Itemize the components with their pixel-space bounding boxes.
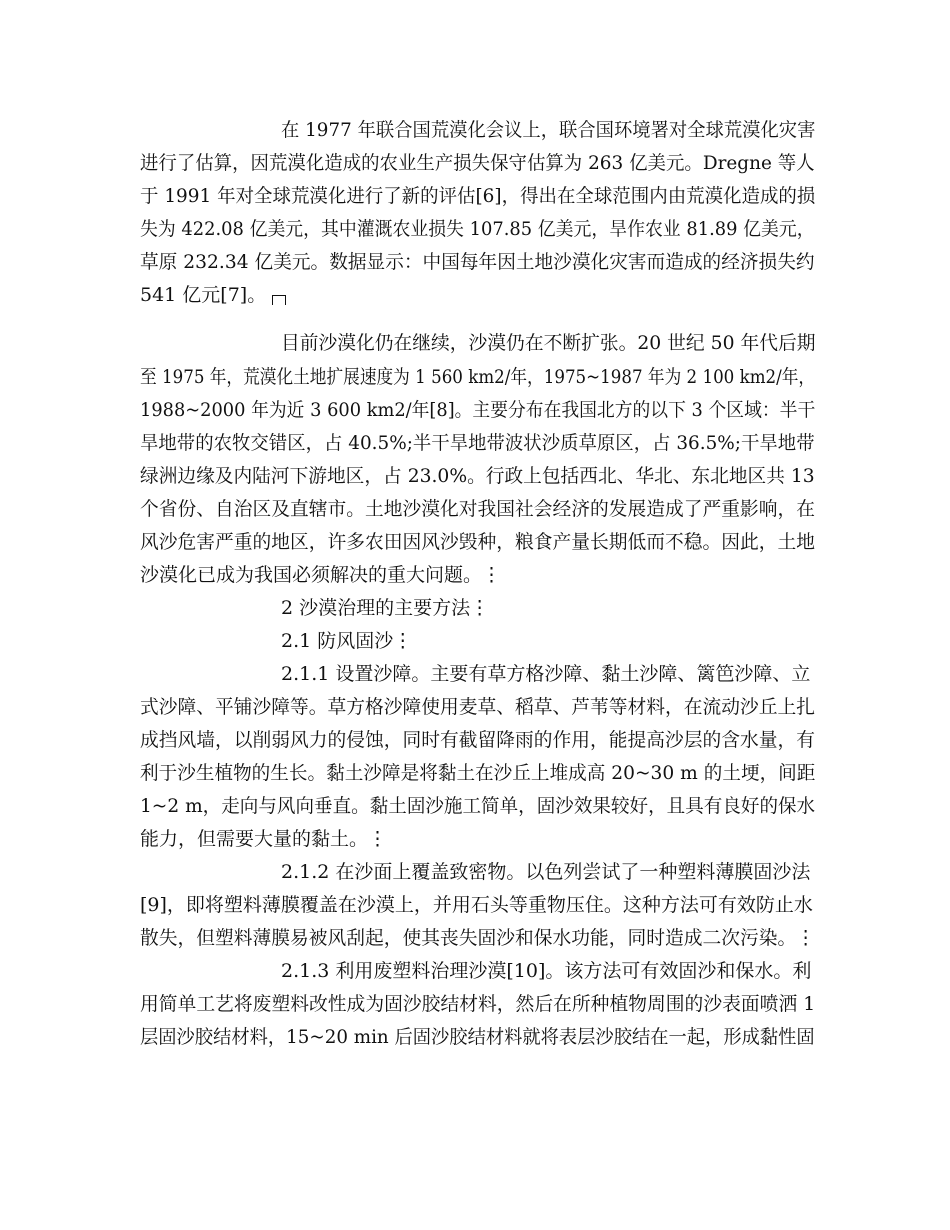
paragraph-1-line-5: 草原 232.34 亿美元。数据显示：中国每年因土地沙漠化灾害而造成的经济损失约	[140, 251, 815, 273]
paragraph-2-line-7: 风沙危害严重的地区，许多农田因风沙毁种，粮食产量长期低而不稳。因此，土地	[140, 531, 815, 553]
paragraph-1-line-4: 失为 422.08 亿美元，其中灌溉农业损失 107.85 亿美元，旱作农业 81.89 亿美元，	[140, 218, 815, 240]
paragraph-1-line-6	[140, 280, 286, 310]
paragraph-2-line-3: 1988~2000 年为近 3 600 km2/年[8]。主要分布在我国北方的以下 3 个区域：半干	[140, 399, 816, 421]
paragraph-2-line-8: 沙漠化已成为我国必须解决的重大问题。⋮	[140, 564, 502, 586]
paragraph-2-line-2: 至 1975 年，荒漠化土地扩展速度为 1 560 km2/年，1975~1987 年为 2 100 km2/年，	[140, 366, 816, 388]
paragraph-2-1-1-line-6: 能力，但需要大量的黏土。⋮	[140, 828, 388, 850]
paragraph-1-line-1: 在 1977 年联合国荒漠化会议上，联合国环境署对全球荒漠化灾害	[281, 119, 816, 141]
section-heading-2: 2 沙漠治理的主要方法⋮	[281, 597, 490, 619]
paragraph-2-1-3-line-2: 用简单工艺将废塑料改性成为固沙胶结材料，然后在所种植物周围的沙表面喷洒 1	[140, 993, 816, 1015]
paragraph-2-1-1-line-3: 成挡风墙，以削弱风力的侵蚀，同时有截留降雨的作用，能提高沙层的含水量，有	[140, 729, 815, 751]
paragraph-2-1-2-line-2: [9]，即将塑料薄膜覆盖在沙漠上，并用石头等重物压住。这种方法可有效防止水	[140, 894, 813, 916]
paragraph-2-line-6: 个省份、自治区及直辖市。土地沙漠化对我国社会经济的发展造成了严重影响，在	[140, 498, 815, 520]
paragraph-2-1-1-line-1: 2.1.1 设置沙障。主要有草方格沙障、黏土沙障、篱笆沙障、立	[281, 663, 811, 685]
paragraph-2-1-1-line-4: 利于沙生植物的生长。黏土沙障是将黏土在沙丘上堆成高 20~30 m 的土埂，间距	[140, 762, 816, 784]
paragraph-2-line-1: 目前沙漠化仍在继续，沙漠仍在不断扩张。20 世纪 50 年代后期	[281, 332, 816, 354]
paragraph-1-line-3: 于 1991 年对全球荒漠化进行了新的评估[6]，得出在全球范围内由荒漠化造成的损	[140, 185, 816, 207]
paragraph-2-line-5: 绿洲边缘及内陆河下游地区，占 23.0%。行政上包括西北、华北、东北地区共 13	[140, 465, 815, 487]
paragraph-2-1-1-line-5: 1~2 m，走向与风向垂直。黏土固沙施工简单，固沙效果较好，且具有良好的保水	[140, 795, 816, 817]
paragraph-2-1-3-line-3: 层固沙胶结材料，15~20 min 后固沙胶结材料就将表层沙胶结在一起，形成黏性固	[140, 1026, 815, 1048]
paragraph-2-1-3-line-1: 2.1.3 利用废塑料治理沙漠[10]。该方法可有效固沙和保水。利	[281, 960, 812, 982]
paragraph-2-line-4: 旱地带的农牧交错区，占 40.5%;半干旱地带波状沙质草原区，占 36.5%;干旱地带	[140, 432, 815, 454]
paragraph-2-1-2-line-1: 2.1.2 在沙面上覆盖致密物。以色列尝试了一种塑料薄膜固沙法	[281, 861, 811, 883]
paragraph-2-1-1-line-2: 式沙障、平铺沙障等。草方格沙障使用麦草、稻草、芦苇等材料，在流动沙丘上扎	[140, 696, 815, 718]
section-heading-2-1: 2.1 防风固沙⋮	[281, 630, 413, 652]
paragraph-2-1-2-line-3: 散失，但塑料薄膜易被风刮起，使其丧失固沙和保水功能，同时造成二次污染。⋮	[140, 927, 815, 949]
paragraph-1-line-6-text: 541 亿元[7]。	[140, 284, 267, 306]
paragraph-1-line-2: 进行了估算，因荒漠化造成的农业生产损失保守估算为 263 亿美元。Dregne 等人	[140, 152, 815, 174]
paragraph-mark-icon	[272, 295, 286, 305]
